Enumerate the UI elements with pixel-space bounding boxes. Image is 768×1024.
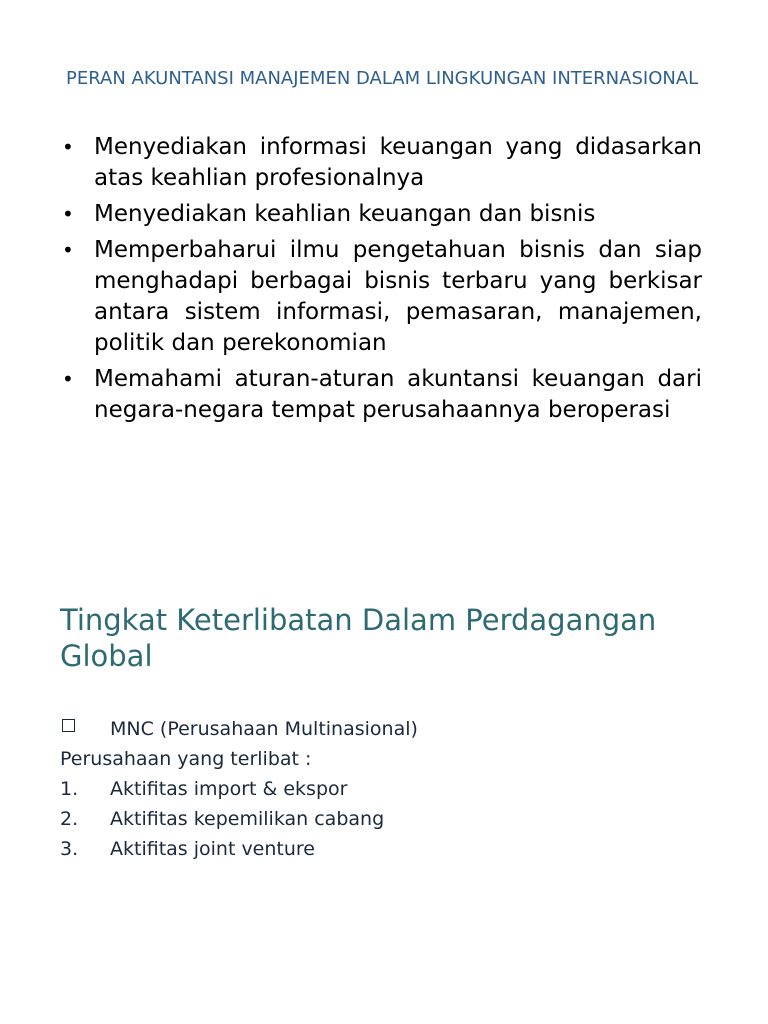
checkbox-icon: [62, 719, 75, 732]
list-item: [62, 132, 702, 194]
bullet-text: Memperbaharui ilmu pengetahuan bisnis dan siap menghadapi berbagai bisnis terbaru yang berkisar antara sistem informasi, pemasaran, manajemen, politik dan perekonomian: [94, 237, 702, 356]
item-text: Aktifitas import & ekspor: [110, 778, 348, 800]
numbered-item: [60, 774, 700, 804]
checkbox-item: [60, 714, 700, 744]
bullet-icon: •: [62, 135, 74, 159]
numbered-item: [60, 834, 700, 864]
slide1-title: PERAN AKUNTANSI MANAJEMEN DALAM LINGKUNGAN INTERNASIONAL: [66, 68, 699, 89]
item-text: Aktifitas joint venture: [110, 838, 315, 860]
subheading: [60, 744, 700, 774]
bullet-text: Menyediakan keahlian keuangan dan bisnis: [94, 201, 596, 227]
item-text: Aktifitas kepemilikan cabang: [110, 808, 385, 830]
item-number: 2.: [60, 808, 79, 830]
bullet-text: Memahami aturan-aturan akuntansi keuangan dari negara-negara tempat perusahaannya beroperasi: [94, 366, 702, 423]
list-item: [62, 364, 702, 426]
bullet-icon: •: [62, 367, 74, 391]
slide1-bullet-list: [62, 132, 702, 431]
checkbox-item-text: MNC (Perusahaan Multinasional): [110, 718, 418, 740]
bullet-text: Menyediakan informasi keuangan yang didasarkan atas keahlian profesionalnya: [94, 134, 702, 191]
list-item: [62, 199, 702, 230]
item-number: 1.: [60, 778, 79, 800]
item-number: 3.: [60, 838, 79, 860]
slide2-content: [60, 714, 700, 864]
bullet-icon: •: [62, 238, 74, 262]
subheading-text: Perusahaan yang terlibat :: [60, 748, 312, 770]
numbered-item: [60, 804, 700, 834]
bullet-icon: •: [62, 202, 74, 226]
slide2-title: Tingkat Keterlibatan Dalam Perdagangan Global: [60, 603, 657, 673]
list-item: [62, 235, 702, 359]
